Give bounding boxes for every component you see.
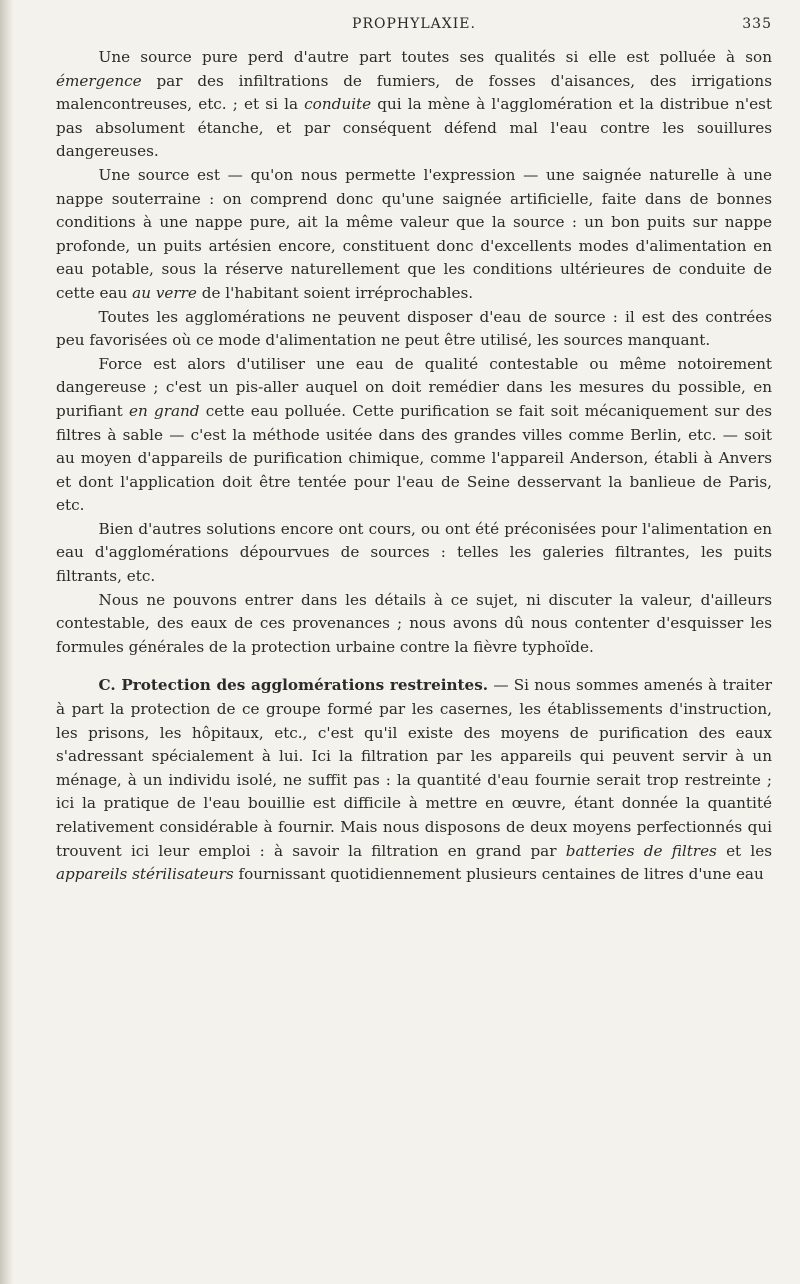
text-run: — Si nous sommes amenés à traiter à part la protection de ce groupe formé par les casernes, les établissements d'instruction, les prisons, les hôpitaux, etc., c'est qu'il existe des moyens de purification des eaux s'adressant spécialement à lui. Ici la filtration par les appareils qui peuvent servir à un ménage, à un individu isolé, ne suffit pas : la quantité d'eau fournie serait trop restreinte ; ici la pratique de l'eau bouillie est difficile à mettre en œuvre, étant donnée la quantité relativement considérable à fournir. Mais nous disposons de deux moyens perfectionnés qui trouvent ici leur emploi : à savoir la filtration en grand par <box>56 676 772 860</box>
paragraph-2 <box>56 164 772 306</box>
page-spine-shadow <box>0 0 14 1284</box>
text-run: Une source est — qu'on nous permette l'expression — une saignée naturelle à une nappe souterraine : on comprend donc qu'une saignée artificielle, faite dans de bonnes conditions à une nappe pure, ait la même valeur que la source : un bon puits sur nappe profonde, un puits artésien encore, constituent donc d'excellents modes d'alimentation en eau potable, sous la réserve naturellement que les conditions ultérieures de conduite de cette eau <box>56 165 772 302</box>
running-header <box>56 10 772 46</box>
italic-term: appareils stérilisateurs <box>56 865 234 884</box>
paragraph-5: Bien d'autres solutions encore ont cours, ou ont été préconisées pour l'alimentation en eau d'agglomérations dépourvues de sources : telles les galeries filtrantes, les puits filtrants, etc. <box>56 519 772 586</box>
text-run: Une source pure perd d'autre part toutes ses qualités si elle est polluée à son <box>98 48 772 66</box>
text-run: qui la mène à l'agglomération et la distribue n'est pas absolument étanche, et par conséquent défend mal l'eau contre les souillures dangereuses. <box>56 95 772 161</box>
paragraph-1 <box>56 46 772 164</box>
text-run: et les <box>716 841 773 860</box>
italic-term: au verre <box>132 283 197 302</box>
text-run: cette eau polluée. Cette purification se fait soit mécaniquement sur des filtres à sable — c'est la méthode usitée dans des grandes villes comme Berlin, etc. — soit au moyen d'appareils de purification chimique, comme l'appareil Anderson, établi à Anvers et dont l'application doit être tentée pour l'eau de Seine desservant la banlieue de Paris, etc. <box>56 401 773 515</box>
paragraph-4 <box>56 353 772 518</box>
italic-term: en grand <box>128 401 200 420</box>
paragraph-6: Nous ne pouvons entrer dans les détails à ce sujet, ni discuter la valeur, d'ailleurs contestable, des eaux de ces provenances ; nous avons dû nous contenter d'esquisser les formules générales de la protection urbaine contre la fièvre typhoïde. <box>56 590 772 656</box>
book-page <box>56 10 772 887</box>
text-run: de l'habitant soient irréprochables. <box>196 283 474 302</box>
paragraph-3: Toutes les agglomérations ne peuvent disposer d'eau de source : il est des contrées peu favorisées où ce mode d'alimentation ne peut être utilisé, les sources manquant. <box>56 307 772 350</box>
body-text <box>56 46 772 887</box>
text-run: fournissant quotidiennement plusieurs centaines de litres d'une eau <box>233 865 764 884</box>
italic-term: batteries de filtres <box>565 841 717 860</box>
running-title: PROPHYLAXIE. <box>352 16 476 32</box>
italic-term: conduite <box>304 95 372 114</box>
paragraph-7 <box>56 674 772 886</box>
text-run: Force est alors d'utiliser une eau de qualité contestable ou même notoirement dangereuse ; c'est un pis-aller auquel on doit remédier dans les mesures du possible, en purifiant <box>56 354 772 420</box>
italic-term: émergence <box>56 71 142 90</box>
section-heading: C. Protection des agglomérations restreintes. <box>98 676 489 695</box>
page-number: 335 <box>742 16 772 32</box>
text-run: par des infiltrations de fumiers, de fosses d'aisances, des irrigations malencontreuses, etc. ; et si la <box>56 71 772 114</box>
